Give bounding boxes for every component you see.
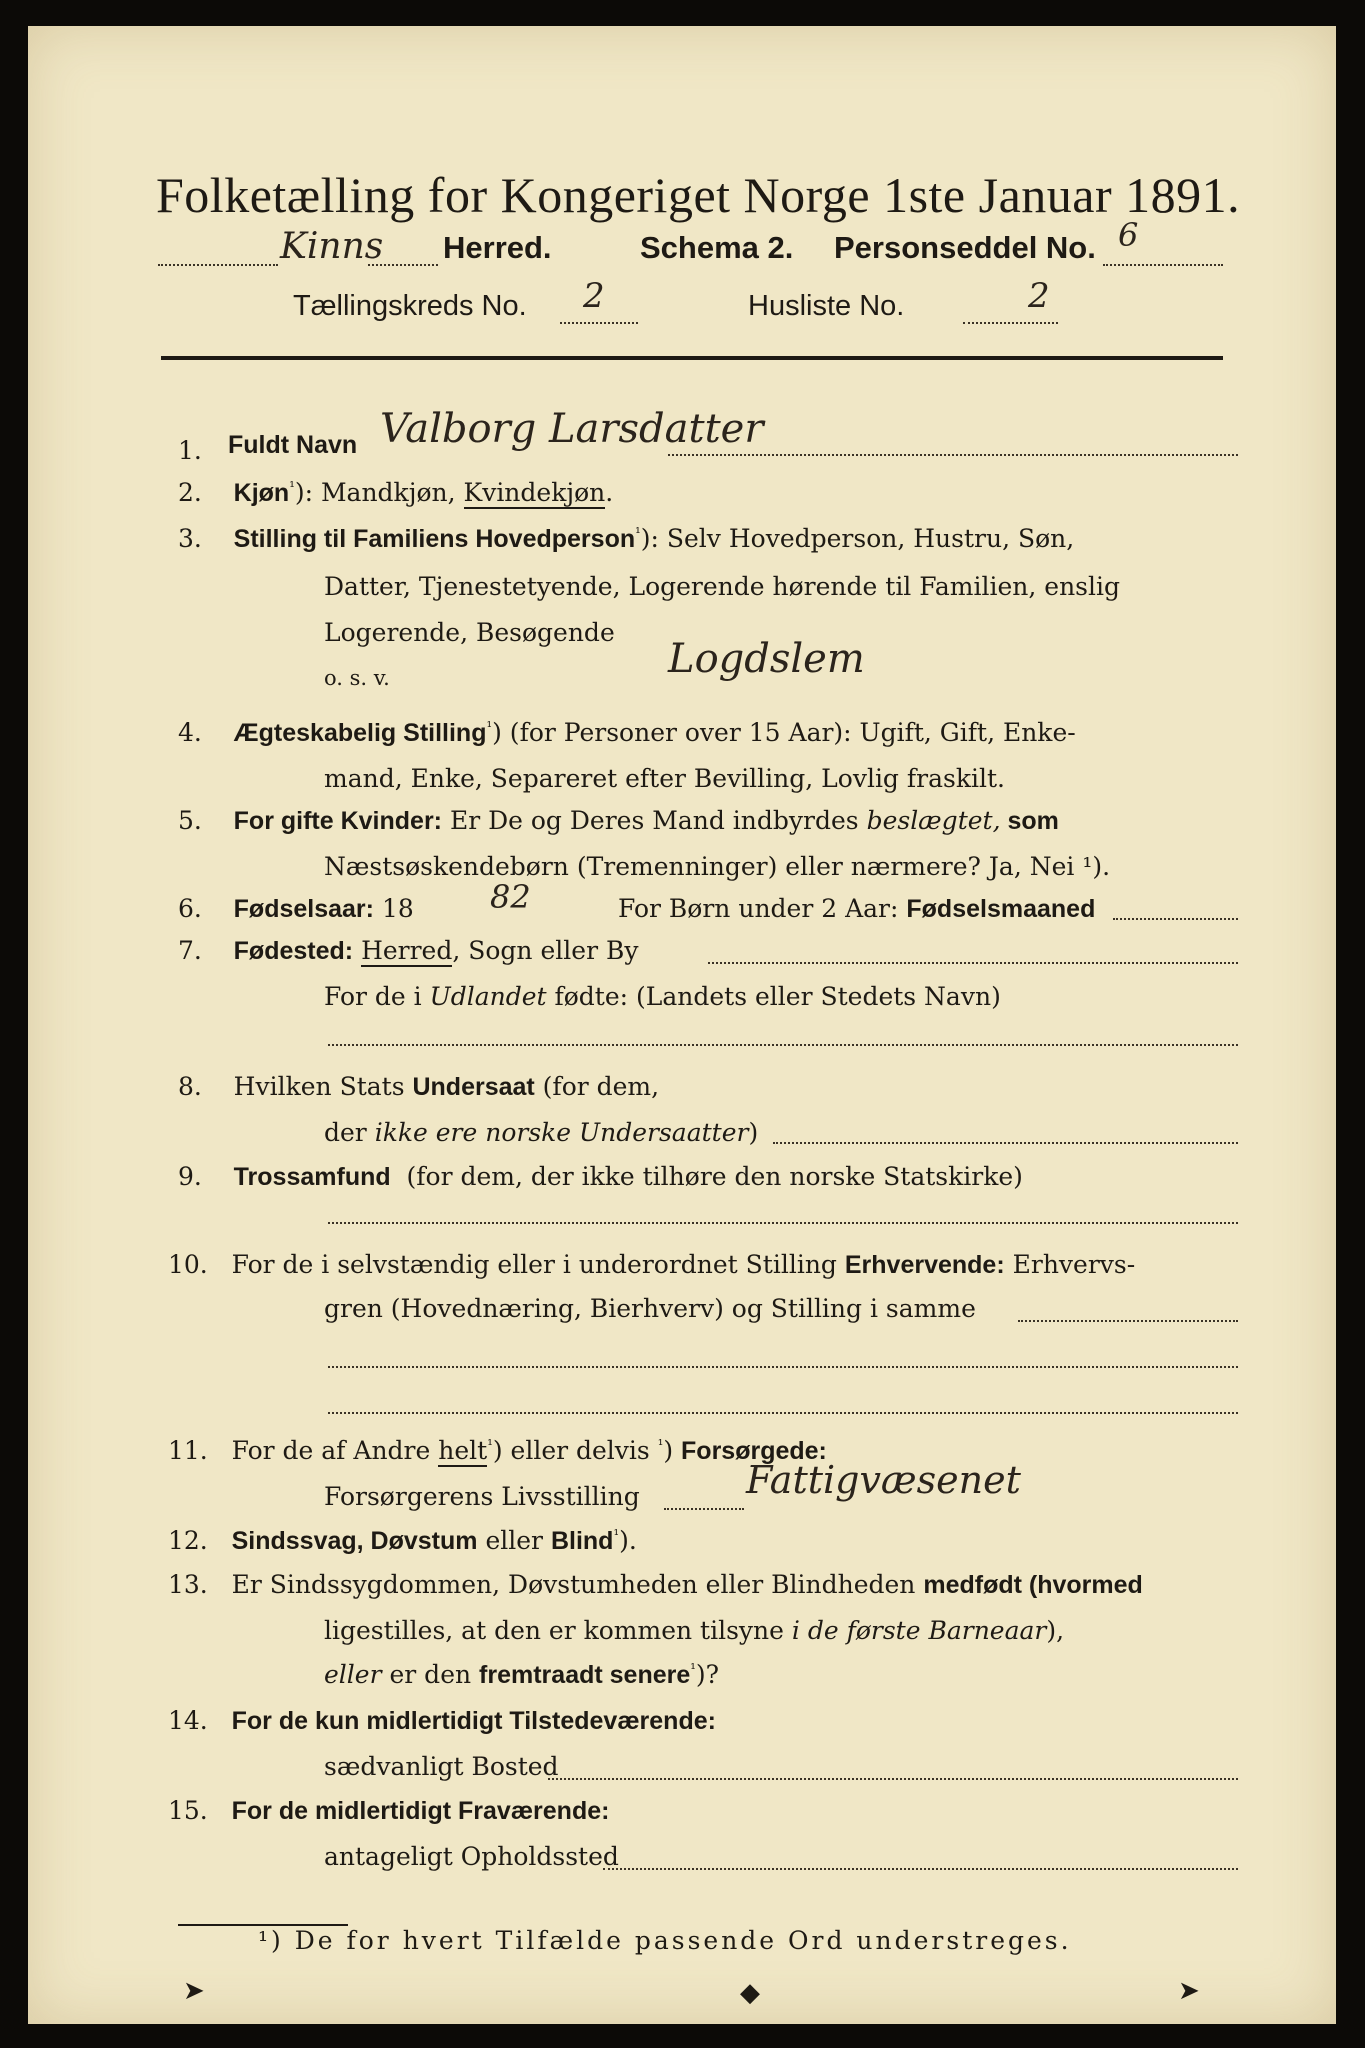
q6-line xyxy=(178,894,414,924)
kreds-dots xyxy=(560,322,638,324)
schema-label: Schema 2. xyxy=(640,230,794,265)
q13-number: 13. xyxy=(168,1570,208,1599)
q8-text1a: Hvilken Stats xyxy=(233,1072,413,1101)
herred-label: Herred. xyxy=(443,230,552,265)
q5-text1a: Er De og Deres Mand indbyrdes xyxy=(449,806,867,835)
kreds-label: Tællingskreds No. xyxy=(293,290,527,322)
q11-line1 xyxy=(168,1436,827,1466)
q8-line1 xyxy=(178,1072,659,1102)
q2-text-c: . xyxy=(605,478,614,507)
q4-number: 4. xyxy=(178,718,202,747)
q12-sup: ¹ xyxy=(613,1527,620,1544)
q3-text4: o. s. v. xyxy=(324,666,390,690)
q4-label: Ægteskabelig Stilling xyxy=(233,719,487,747)
q4-text2: mand, Enke, Separeret efter Bevilling, Lovlig fraskilt. xyxy=(324,764,1005,793)
q11-sup: ¹ xyxy=(487,1437,493,1454)
q2-number: 2. xyxy=(178,478,202,507)
q6-value: 82 xyxy=(490,878,531,916)
q1-value: Valborg Larsdatter xyxy=(380,406,764,452)
q13-text3d: )? xyxy=(695,1660,720,1689)
husliste-label: Husliste No. xyxy=(748,290,905,322)
q13-sup: ¹ xyxy=(690,1661,696,1678)
husliste-dots xyxy=(963,322,1058,324)
q10-text1c: Erhvervs- xyxy=(1004,1250,1136,1279)
q3-value: Logdslem xyxy=(668,636,865,682)
census-form-sheet xyxy=(28,26,1336,2024)
q8-text2b: ikke ere norske Undersaatter xyxy=(374,1118,749,1147)
herred-dots xyxy=(158,264,278,266)
form-title: Folketælling for Kongeriget Norge 1ste Januar 1891. xyxy=(156,167,1241,223)
q15-text1a: For de xyxy=(231,1797,315,1825)
q14-text1b: midlertidigt Tilstedeværende: xyxy=(366,1707,716,1735)
q11-text1d: Forsørgede: xyxy=(681,1437,827,1465)
q6-prefix: 18 xyxy=(381,894,414,923)
q13-text1b: medfødt xyxy=(923,1571,1022,1599)
q6-number: 6. xyxy=(178,894,202,923)
q14-number: 14. xyxy=(168,1706,208,1735)
q15-dots xyxy=(603,1868,1238,1870)
husliste-value: 2 xyxy=(1028,276,1050,316)
q13-text3c: fremtraadt senere xyxy=(479,1661,691,1689)
q10-line1 xyxy=(168,1250,1135,1280)
q4-line1 xyxy=(178,718,1076,748)
q1-label: Fuldt Navn xyxy=(228,431,358,459)
q10-dots-3 xyxy=(328,1412,1238,1414)
footnote: ¹) De for hvert Tilfælde passende Ord understreges. xyxy=(258,1926,1072,1955)
personseddel-value: 6 xyxy=(1118,216,1139,254)
herred-dots-2 xyxy=(368,264,438,266)
q2-sup: ¹ xyxy=(289,479,295,496)
q7-text2a: For de i xyxy=(324,982,430,1011)
kreds-value: 2 xyxy=(583,276,605,316)
q2-label: Kjøn xyxy=(233,479,290,507)
q13-text3a: eller xyxy=(324,1660,382,1689)
q5-number: 5. xyxy=(178,806,202,835)
q7-dots-2 xyxy=(328,1044,1238,1046)
q7-line1 xyxy=(178,936,638,966)
q8-number: 8. xyxy=(178,1072,202,1101)
q11-dots xyxy=(664,1508,744,1510)
q3-text1: ): Selv Hovedperson, Hustru, Søn, xyxy=(640,524,1075,553)
q13-text1c: (hvormed xyxy=(1021,1571,1143,1599)
q1-number: 1. xyxy=(178,436,202,465)
q11-value: Fattigvæsenet xyxy=(746,1458,1021,1502)
q12-label2: Blind xyxy=(550,1527,614,1555)
q10-text2: gren (Hovednæring, Bierhverv) og Stilling i samme xyxy=(324,1294,976,1323)
q13-text2c: ), xyxy=(1046,1616,1065,1645)
q6-line2 xyxy=(618,894,1095,924)
corner-mark-right: ➤ xyxy=(1178,1976,1200,2006)
q2-line xyxy=(178,478,613,508)
q13-line2 xyxy=(324,1616,1064,1645)
q11-text1a: For de af Andre xyxy=(231,1436,439,1465)
q7-text2b: Udlandet xyxy=(429,982,547,1011)
q11-number: 11. xyxy=(168,1436,208,1465)
q11-text1c: ) xyxy=(663,1436,682,1465)
q3-text2: Datter, Tjenestetyende, Logerende hørende til Familien, enslig xyxy=(324,572,1121,601)
q13-line1 xyxy=(168,1570,1143,1600)
q7-dots xyxy=(708,962,1238,964)
q12-line xyxy=(168,1526,637,1556)
q5-text1c: som xyxy=(1000,807,1059,835)
q8-text2a: der xyxy=(324,1118,375,1147)
q13-text3b: er den xyxy=(381,1660,480,1689)
q14-line1 xyxy=(168,1706,716,1736)
q10-dots xyxy=(1018,1320,1238,1322)
q15-number: 15. xyxy=(168,1796,208,1825)
q8-text2c: ) xyxy=(748,1118,759,1147)
q3-sup: ¹ xyxy=(635,525,641,542)
q7-label: Fødested: xyxy=(233,937,354,965)
q5-text1b: beslægtet, xyxy=(866,806,1001,835)
q7-rest: , Sogn eller By xyxy=(452,936,639,965)
q11-text2: Forsørgerens Livsstilling xyxy=(324,1482,640,1511)
q8-dots xyxy=(773,1142,1238,1144)
q6-label2: Fødselsmaaned xyxy=(906,895,1096,923)
q14-text1a: For de kun xyxy=(231,1707,367,1735)
q7-text2c: fødte: (Landets eller Stedets Navn) xyxy=(546,982,1001,1011)
corner-mark-left: ➤ xyxy=(183,1976,205,2006)
q6-label: Fødselsaar: xyxy=(233,895,374,923)
q3-label: Stilling til Familiens Hovedperson xyxy=(233,525,636,553)
personseddel-dots xyxy=(1103,264,1223,266)
q11-sup-2: ¹ xyxy=(657,1437,664,1454)
q6-dots xyxy=(1113,918,1238,920)
q15-line1 xyxy=(168,1796,609,1826)
herred-value: Kinns xyxy=(280,226,384,267)
q10-text1b: Erhvervende: xyxy=(844,1251,1005,1279)
q7-selected-option: Herred xyxy=(361,936,453,965)
q12-label: Sindssvag, Døvstum xyxy=(231,1527,478,1555)
q5-line1 xyxy=(178,806,1059,836)
q8-text1c: (for dem, xyxy=(534,1072,660,1101)
q14-dots xyxy=(548,1778,1238,1780)
corner-mark-center: ◆ xyxy=(740,1978,760,2008)
q3-text3: Logerende, Besøgende xyxy=(324,618,615,647)
q11-text1b: ) eller delvis xyxy=(492,1436,658,1465)
q12-text: eller xyxy=(477,1526,551,1555)
personseddel-label: Personseddel No. xyxy=(834,230,1096,265)
q11-selected-option: helt xyxy=(438,1436,488,1465)
q5-label: For gifte Kvinder: xyxy=(233,807,442,835)
q9-text: (for dem, der ikke tilhøre den norske Statskirke) xyxy=(406,1162,1023,1191)
q9-dots xyxy=(328,1222,1238,1224)
q14-text2: sædvanligt Bosted xyxy=(324,1752,559,1781)
q15-text2: antageligt Opholdssted xyxy=(324,1842,619,1871)
header-divider xyxy=(161,356,1223,360)
q10-dots-2 xyxy=(328,1366,1238,1368)
q4-sup: ¹ xyxy=(486,719,493,736)
q6-text: For Børn under 2 Aar: xyxy=(618,894,899,923)
q13-text1a: Er Sindssygdommen, Døvstumheden eller Blindheden xyxy=(231,1570,924,1599)
q12-number: 12. xyxy=(168,1526,208,1555)
q12-tail: ). xyxy=(619,1526,637,1555)
q8-line2 xyxy=(324,1118,758,1147)
q3-number: 3. xyxy=(178,524,202,553)
q2-selected-option: Kvindekjøn xyxy=(463,478,606,507)
q13-line3 xyxy=(324,1660,719,1690)
q4-text1: ) (for Personer over 15 Aar): Ugift, Gift, Enke- xyxy=(492,718,1076,747)
q9-line xyxy=(178,1162,1023,1192)
q5-text2: Næstsøskendebørn (Tremenninger) eller nærmere? Ja, Nei ¹). xyxy=(324,852,1111,881)
q15-text1b: midlertidigt Fraværende: xyxy=(314,1797,610,1825)
q10-number: 10. xyxy=(168,1250,208,1279)
q7-number: 7. xyxy=(178,936,202,965)
q1-dots xyxy=(668,454,1238,456)
q2-text-a: ): Mandkjøn, xyxy=(294,478,464,507)
q9-number: 9. xyxy=(178,1162,202,1191)
q8-text1b: Undersaat xyxy=(412,1073,535,1101)
q13-text2b: i de første Barneaar xyxy=(791,1616,1047,1645)
q7-line2 xyxy=(324,982,1001,1011)
q3-line1 xyxy=(178,524,1074,554)
q9-label: Trossamfund xyxy=(233,1163,391,1191)
q10-text1a: For de i selvstændig eller i underordnet Stilling xyxy=(231,1250,845,1279)
q13-text2a: ligestilles, at den er kommen tilsyne xyxy=(324,1616,792,1645)
